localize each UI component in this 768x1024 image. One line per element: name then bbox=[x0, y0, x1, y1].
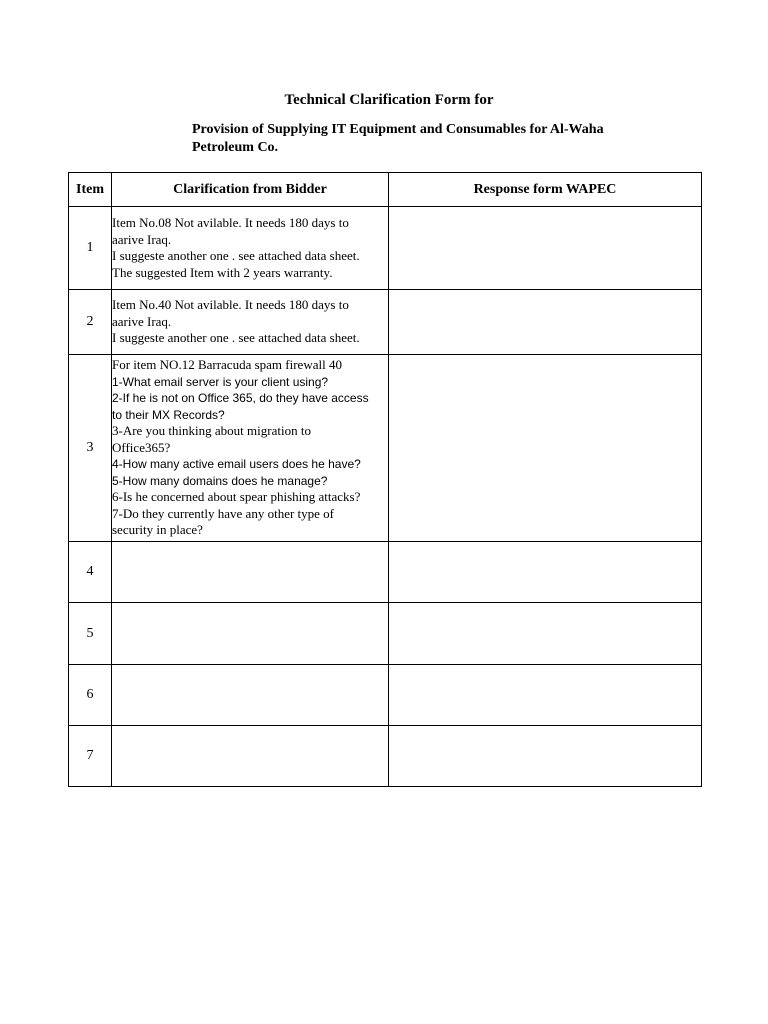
item-number: 7 bbox=[69, 726, 112, 787]
clarification-line: to their MX Records? bbox=[112, 407, 225, 422]
item-number: 6 bbox=[69, 665, 112, 726]
clarification-line: aarive Iraq. bbox=[112, 231, 172, 247]
header-response: Response form WAPEC bbox=[389, 173, 702, 207]
table-header-row bbox=[69, 173, 702, 207]
response-cell bbox=[389, 542, 702, 603]
form-title: Technical Clarification Form for bbox=[284, 92, 494, 108]
clarification-line: Item No.08 Not avilable. It needs 180 days to bbox=[112, 215, 349, 230]
clarification-line: 2-If he is not on Office 365, do they have access bbox=[112, 391, 369, 406]
table-row bbox=[69, 665, 702, 726]
clarification-line: I suggeste another one . see attached data sheet. bbox=[112, 330, 360, 346]
item-number: 2 bbox=[69, 290, 112, 355]
clarification-line: 4-How many active email users does he have? bbox=[112, 457, 361, 472]
clarification-line: aarive Iraq. bbox=[112, 313, 172, 329]
table-row bbox=[69, 542, 702, 603]
clarification-line: 1-What email server is your client using? bbox=[112, 374, 329, 389]
response-cell bbox=[389, 207, 702, 290]
clarification-line: 3-Are you thinking about migration to bbox=[112, 423, 311, 439]
clarification-table bbox=[68, 172, 702, 787]
clarification-cell bbox=[112, 665, 389, 726]
clarification-line: Office365? bbox=[112, 439, 171, 455]
response-cell bbox=[389, 665, 702, 726]
table-row bbox=[69, 290, 702, 355]
clarification-line: 7-Do they currently have any other type of bbox=[112, 505, 335, 521]
clarification-cell bbox=[112, 355, 389, 542]
item-number: 4 bbox=[69, 542, 112, 603]
response-cell bbox=[389, 603, 702, 665]
header-item: Item bbox=[69, 173, 112, 207]
response-cell bbox=[389, 355, 702, 542]
table-row bbox=[69, 726, 702, 787]
subtitle-line-1: Provision of Supplying IT Equipment and Consumables for Al-Waha bbox=[192, 122, 604, 137]
clarification-cell bbox=[112, 207, 389, 290]
clarification-line: Item No.40 Not avilable. It needs 180 days to bbox=[112, 297, 349, 313]
clarification-line: 5-How many domains does he manage? bbox=[112, 473, 328, 488]
clarification-line: 6-Is he concerned about spear phishing attacks? bbox=[112, 489, 361, 505]
clarification-cell bbox=[112, 603, 389, 665]
header-clarification: Clarification from Bidder bbox=[112, 173, 389, 207]
response-cell bbox=[389, 726, 702, 787]
table-row bbox=[69, 603, 702, 665]
clarification-cell bbox=[112, 290, 389, 355]
response-cell bbox=[389, 290, 702, 355]
item-number: 3 bbox=[69, 355, 112, 542]
table-row bbox=[69, 355, 702, 542]
clarification-cell bbox=[112, 726, 389, 787]
clarification-line: The suggested Item with 2 years warranty. bbox=[112, 264, 333, 280]
clarification-line: For item NO.12 Barracuda spam firewall 40 bbox=[112, 357, 342, 373]
form-subtitle bbox=[192, 121, 662, 157]
item-number: 5 bbox=[69, 603, 112, 665]
clarification-cell bbox=[112, 542, 389, 603]
subtitle-line-2: Petroleum Co. bbox=[192, 140, 279, 155]
clarification-line: security in place? bbox=[112, 522, 203, 538]
clarification-line: I suggeste another one . see attached data sheet. bbox=[112, 248, 360, 263]
item-number: 1 bbox=[69, 207, 112, 290]
table-row bbox=[69, 207, 702, 290]
